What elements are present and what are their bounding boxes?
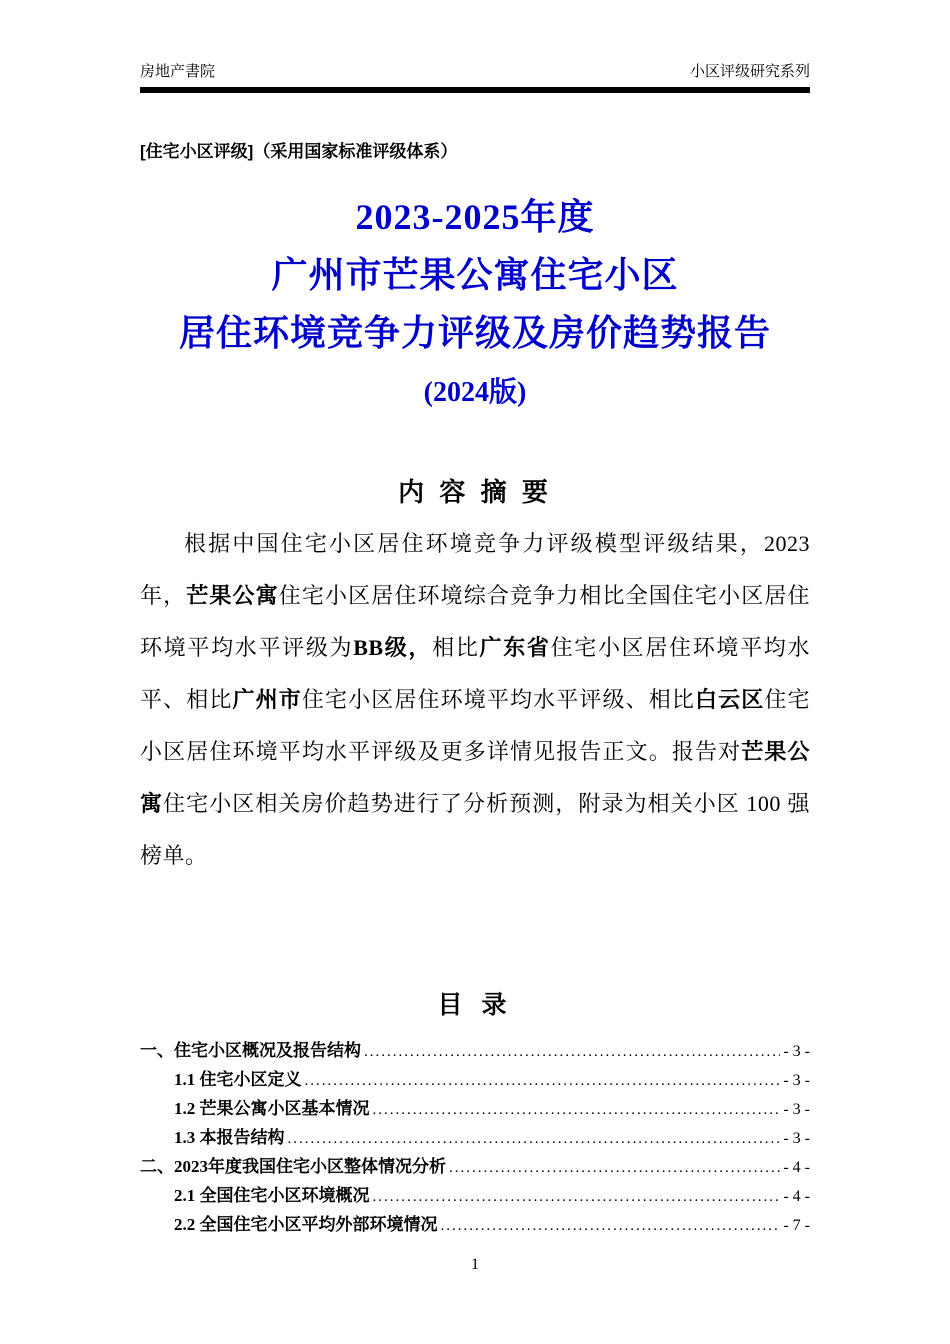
toc-item — [140, 1066, 810, 1095]
summary-heading: 内 容 摘 要 — [398, 477, 552, 507]
report-title-edition: (2024版) — [423, 377, 527, 408]
report-title-line-1: 2023-2025年度 — [355, 197, 595, 237]
toc-item-label: 2.1 全国住宅小区环境概况 — [174, 1186, 370, 1205]
toc-dotted-leader — [449, 1153, 780, 1182]
toc-dotted-leader — [288, 1124, 781, 1153]
page-header — [140, 60, 810, 93]
header-left-text: 房地产書院 — [140, 64, 216, 80]
toc-dotted-leader — [305, 1066, 781, 1095]
summary-segment: 广州市 — [232, 687, 302, 712]
toc-item-label: 二、2023年度我国住宅小区整体情况分析 — [140, 1157, 446, 1176]
toc-item-label: 一、住宅小区概况及报告结构 — [140, 1041, 361, 1060]
toc-item-page: - 7 - — [783, 1217, 810, 1234]
toc-item-label: 1.3 本报告结构 — [174, 1128, 285, 1147]
toc-dotted-leader — [373, 1095, 781, 1124]
toc-dotted-leader — [373, 1182, 781, 1211]
toc-item — [140, 1124, 810, 1153]
summary-segment: 住宅小区相关房价趋势进行了分析预测，附录为相关小区 100 强榜单。 — [140, 791, 810, 868]
report-title-line-2: 广州市芒果公寓住宅小区 — [271, 255, 679, 295]
summary-paragraph — [140, 518, 810, 882]
toc-item-page: - 4 - — [783, 1159, 810, 1176]
summary-segment: 广东省 — [479, 635, 551, 660]
report-title-block — [140, 188, 810, 424]
toc-item-page: - 3 - — [783, 1130, 810, 1147]
toc-item-page: - 4 - — [783, 1188, 810, 1205]
toc-item-label: 2.2 全国住宅小区平均外部环境情况 — [174, 1215, 438, 1234]
toc-item-page: - 3 - — [783, 1101, 810, 1118]
toc-list — [140, 1037, 810, 1240]
summary-segment: 相比 — [432, 635, 480, 660]
toc-item — [140, 1211, 810, 1240]
toc-item — [140, 1095, 810, 1124]
summary-segment: 住宅小区居住环境平均水平、相比 — [140, 635, 810, 712]
toc-item-label: 1.2 芒果公寓小区基本情况 — [174, 1099, 370, 1118]
summary-segment: 芒果公寓 — [140, 739, 810, 816]
toc-item — [140, 1153, 810, 1182]
toc-item-page: - 3 - — [783, 1072, 810, 1089]
summary-segment: 住宅小区居住环境平均水平评级、相比 — [301, 687, 695, 712]
summary-segment: 白云区 — [694, 687, 765, 712]
summary-segment: 住宅小区居住环境平均水平评级及更多详情见报告正文。报告对 — [140, 687, 810, 764]
page-number: 1 — [471, 1256, 479, 1273]
toc-item-label: 1.1 住宅小区定义 — [174, 1070, 302, 1089]
toc-heading: 目 录 — [437, 991, 513, 1019]
toc-dotted-leader — [364, 1037, 780, 1066]
report-title-line-3: 居住环境竞争力评级及房价趋势报告 — [178, 313, 771, 353]
summary-segment: 芒果公寓 — [186, 583, 279, 608]
summary-segment: BB级， — [353, 635, 433, 660]
header-right-text: 小区评级研究系列 — [689, 64, 810, 80]
toc-item — [140, 1037, 810, 1066]
summary-segment: 住宅小区居住环境综合竞争力相比全国住宅小区居住环境平均水平评级为 — [140, 583, 810, 660]
toc-item-page: - 3 - — [783, 1043, 810, 1060]
summary-segment: 根据中国住宅小区居住环境竞争力评级模型评级结果，2023 年， — [140, 531, 810, 608]
toc-dotted-leader — [441, 1211, 781, 1240]
classification-line: [住宅小区评级]（采用国家标准评级体系） — [140, 142, 458, 161]
toc-item — [140, 1182, 810, 1211]
